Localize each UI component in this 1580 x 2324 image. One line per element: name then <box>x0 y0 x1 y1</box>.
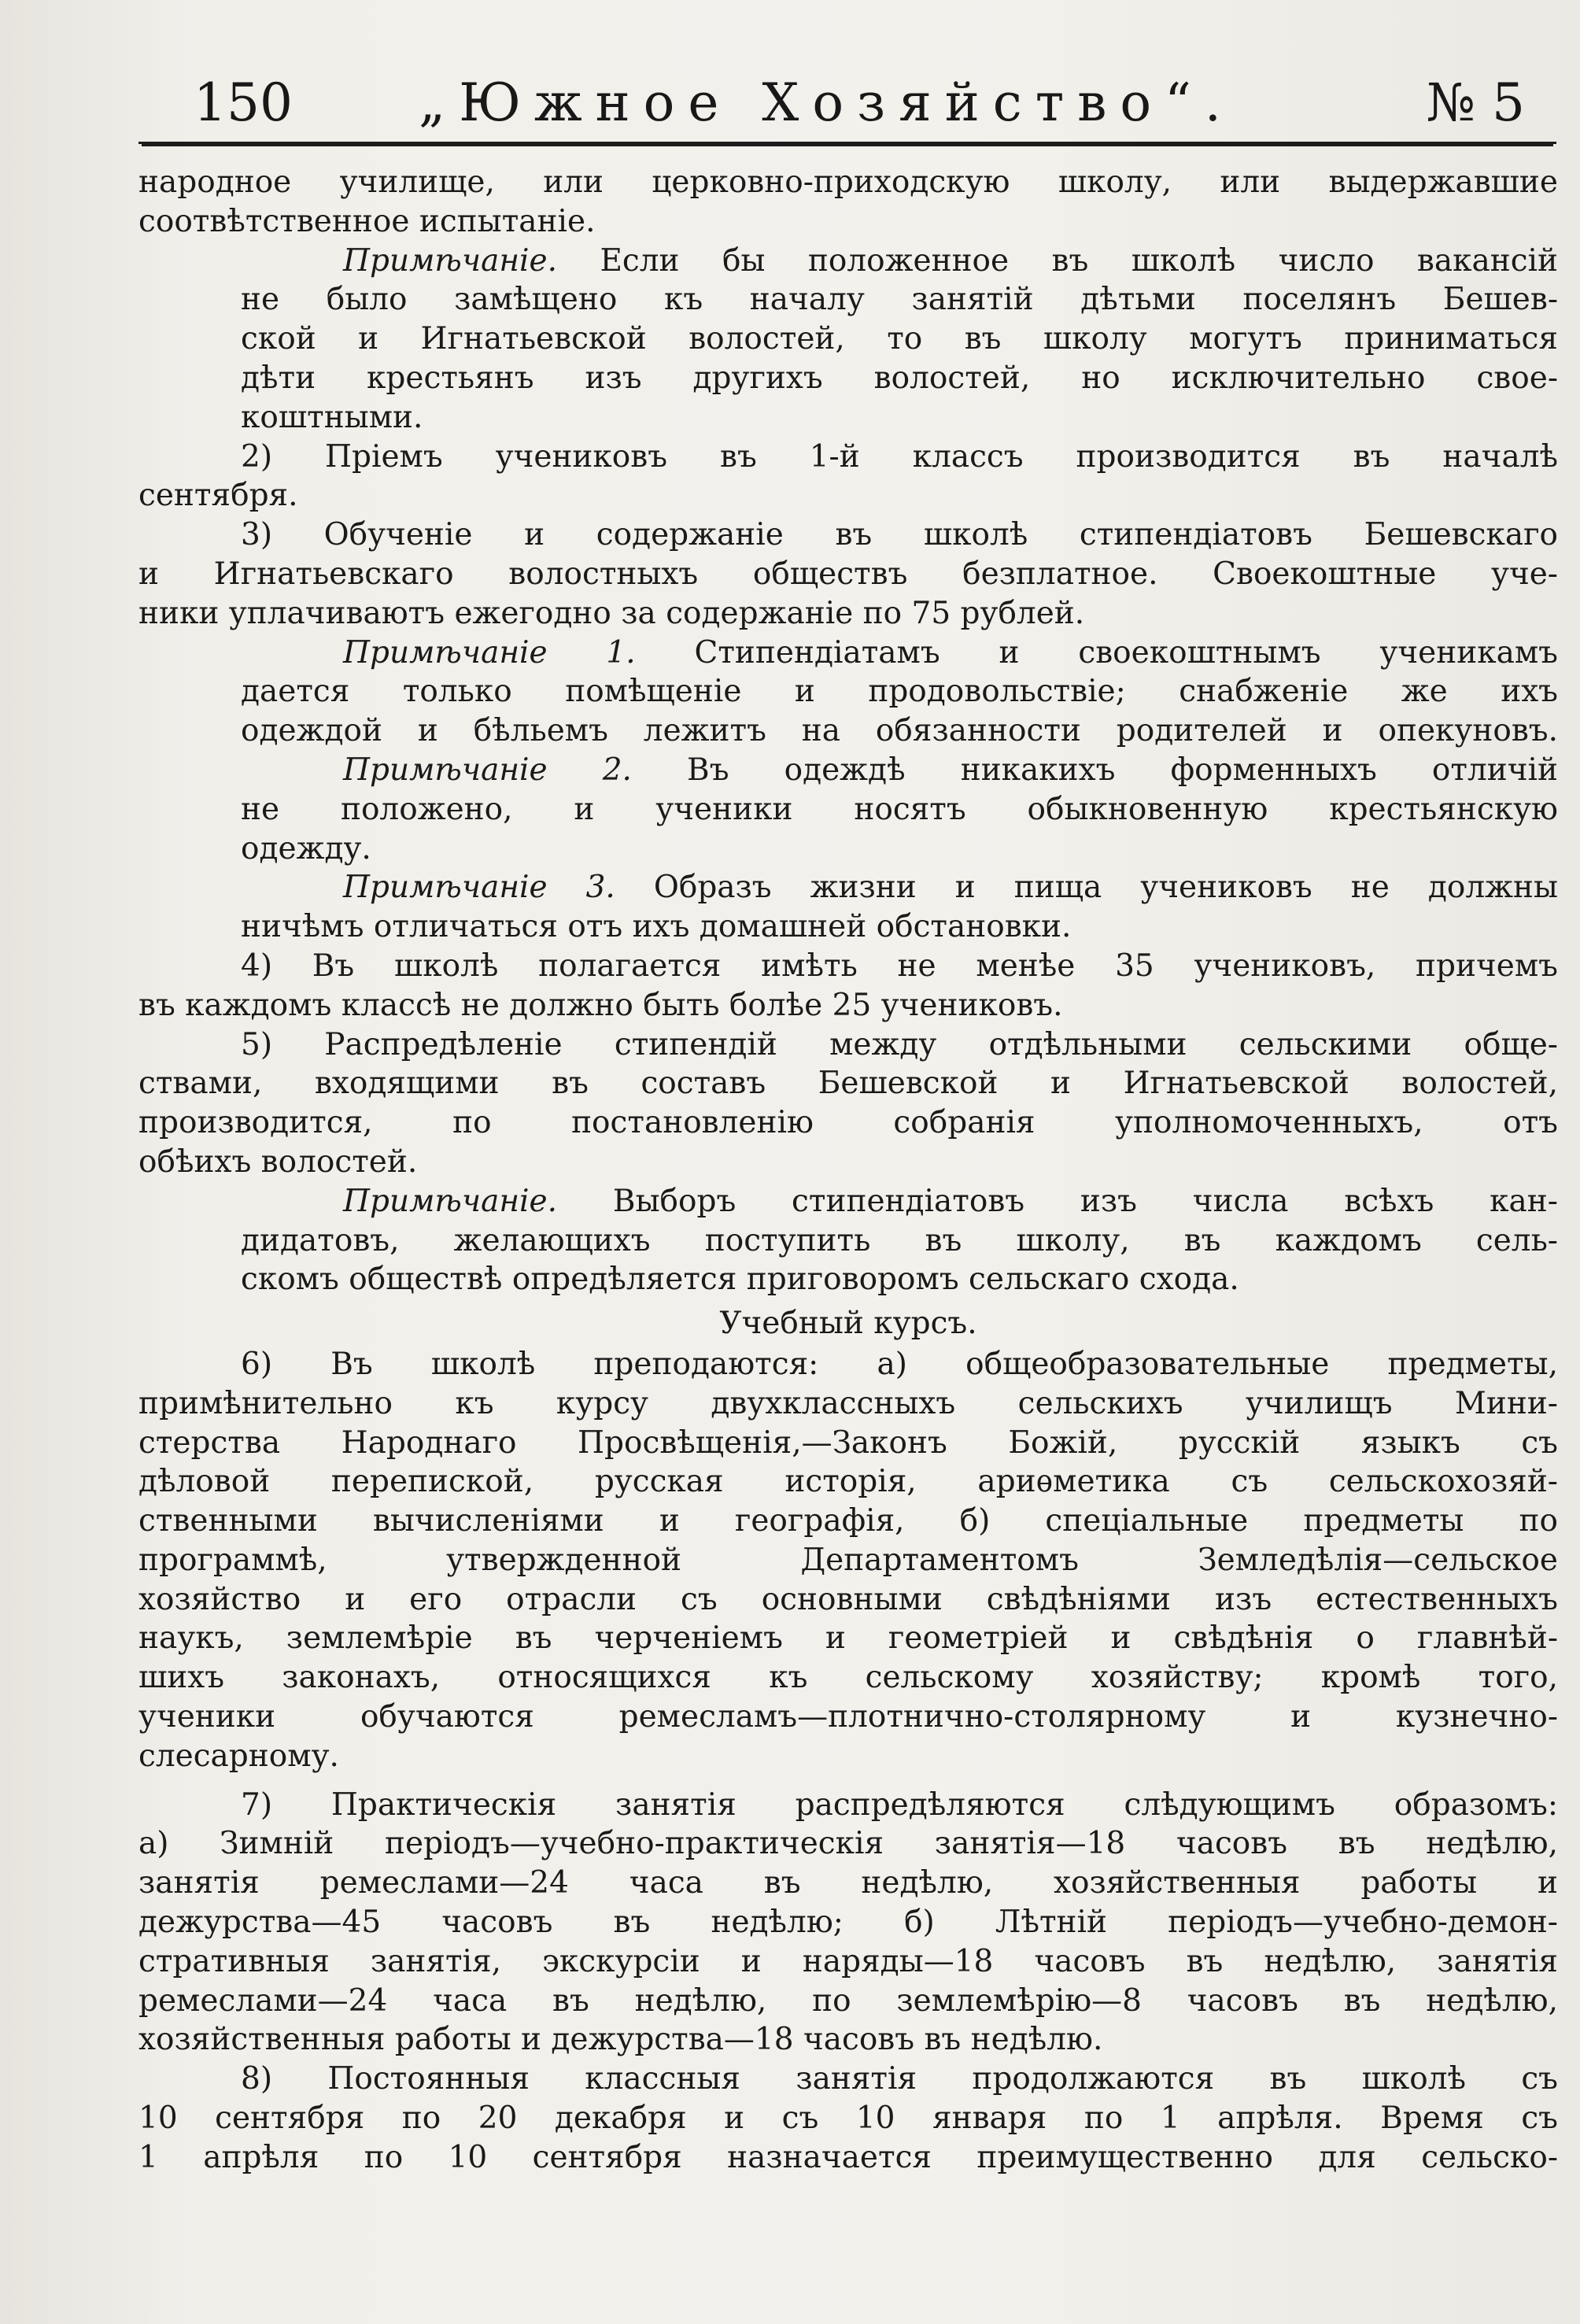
issue-number: № 5 <box>1426 72 1525 133</box>
note-line: дается только помѣщенiе и продовольствiе; снабженiе же ихъ <box>241 674 1558 710</box>
paragraph-8-line: 10 сентября по 20 декабря и съ 10 января по 1 апрѣля. Время съ <box>138 2100 1558 2137</box>
paragraph-2-line: сентября. <box>138 478 298 514</box>
paragraph-4-line: въ каждомъ классѣ не должно быть болѣе 25 учениковъ. <box>138 987 1063 1023</box>
running-header <box>138 55 1556 144</box>
paragraph-3-line: 3) Обученiе и содержанiе въ школѣ стипендiатовъ Бешевскаго <box>241 517 1558 553</box>
note-line: ской и Игнатьевской волостей, то въ школу могутъ приниматься <box>241 321 1558 357</box>
paragraph-7-line: 7) Практическiя занятiя распредѣляются слѣдующимъ образомъ: <box>241 1786 1558 1823</box>
note-line: не положено, и ученики носятъ обыкновенную крестьянскую <box>241 791 1558 827</box>
paragraph-7-line: дежурства—45 часовъ въ недѣлю; б) Лѣтнiй перiодъ—учебно-демон- <box>138 1905 1558 1941</box>
paragraph-7-line: занятiя ремеслами—24 часа въ недѣлю, хозяйственныя работы и <box>138 1865 1558 1901</box>
paragraph-6-line: стерства Народнаго Просвѣщенiя,—Законъ Божiй, русскiй языкъ съ <box>138 1424 1558 1461</box>
paragraph-3-line: ники уплачиваютъ ежегодно за содержанiе по 75 рублей. <box>138 595 1085 631</box>
paragraph-7-line: стративныя занятiя, экскурсiи и наряды—18 часовъ въ недѣлю, занятiя <box>138 1943 1558 1979</box>
paragraph-6-line: дѣловой перепиской, русская исторiя, ариѳметика съ сельскохозяй- <box>138 1464 1558 1500</box>
paragraph-6-line: слесарному. <box>138 1738 339 1774</box>
paragraph-8-line: 1 апрѣля по 10 сентября назначается преимущественно для сельско- <box>138 2139 1558 2175</box>
paragraph-5-line: обѣихъ волостей. <box>138 1144 418 1180</box>
paragraph-5-line: производится, по постановленiю собранiя уполномоченныхъ, отъ <box>138 1105 1558 1141</box>
journal-title: „Южное Хозяйство“. <box>419 72 1235 133</box>
paragraph-5-line: 5) Распредѣленiе стипендiй между отдѣльными сельскими обще- <box>241 1026 1558 1062</box>
note-line: Примѣчанiе 2. Въ одеждѣ никакихъ форменныхъ отличiй <box>343 752 1558 788</box>
note-label: Примѣчанiе. <box>343 242 557 279</box>
paragraph-6-line: наукъ, землемѣрiе въ черченiемъ и геометрiей и свѣдѣнiя о главнѣй- <box>138 1620 1558 1657</box>
note-label: Примѣчанiе 1. <box>343 634 636 671</box>
paragraph-5-line: ствами, входящими въ составъ Бешевской и Игнатьевской волостей, <box>138 1066 1558 1102</box>
note-line: Примѣчанiе 1. Стипендiатамъ и своекоштнымъ ученикамъ <box>343 634 1558 671</box>
note-line: одежду. <box>241 830 371 866</box>
note-line: дѣти крестьянъ изъ другихъ волостей, но исключительно свое- <box>241 360 1558 396</box>
section-heading: Учебный курсъ. <box>719 1306 977 1342</box>
note-line: не было замѣщено къ началу занятiй дѣтьми поселянъ Бешев- <box>241 282 1558 318</box>
paragraph-6-line: примѣнительно къ курсу двухклассныхъ сельскихъ училищъ Мини- <box>138 1385 1558 1421</box>
paragraph-6-line: ученики обучаются ремесламъ—плотнично-столярному и кузнечно- <box>138 1699 1558 1735</box>
note-line: Примѣчанiе. Выборъ стипендiатовъ изъ числа всѣхъ кан- <box>343 1183 1558 1219</box>
note-line: дидатовъ, желающихъ поступить въ школу, въ каждомъ сель- <box>241 1222 1558 1258</box>
note-label: Примѣчанiе 2. <box>343 752 632 788</box>
paragraph-8-line: 8) Постоянныя классныя занятiя продолжаются въ школѣ съ <box>241 2061 1558 2097</box>
paragraph-7-line: а) Зимнiй перiодъ—учебно-практическiя занятiя—18 часовъ въ недѣлю, <box>138 1826 1558 1862</box>
paragraph-6-line: хозяйство и его отрасли съ основными свѣдѣнiями изъ естественныхъ <box>138 1581 1558 1617</box>
paragraph-6-line: 6) Въ школѣ преподаются: а) общеобразовательные предметы, <box>241 1346 1558 1382</box>
note-line: ничѣмъ отличаться отъ ихъ домашней обстановки. <box>241 909 1072 945</box>
note-line: Примѣчанiе. Если бы положенное въ школѣ число вакансiй <box>343 242 1559 279</box>
text-line: народное училище, или церковно-приходскую школу, или выдержавшие <box>138 164 1558 200</box>
page-body <box>138 163 1558 2178</box>
paragraph-6-line: программѣ, утвержденной Департаментомъ Земледѣлiя—сельское <box>138 1542 1558 1578</box>
paragraph-7-line: ремеслами—24 часа въ недѣлю, по землемѣрiю—8 часовъ въ недѣлю, <box>138 1982 1558 2019</box>
note-line: Примѣчанiе 3. Образъ жизни и пища учениковъ не должны <box>343 870 1559 906</box>
paragraph-2-line: 2) Прiемъ учениковъ въ 1-й классъ производится въ началѣ <box>241 438 1558 475</box>
note-line: скомъ обществѣ опредѣляется приговоромъ сельскаго схода. <box>241 1262 1239 1298</box>
note-label: Примѣчанiе 3. <box>343 870 615 906</box>
note-label: Примѣчанiе. <box>343 1183 557 1219</box>
paragraph-4-line: 4) Въ школѣ полагается имѣть не менѣе 35 учениковъ, причемъ <box>241 948 1558 984</box>
paragraph-6-line: ственными вычисленiями и географiя, б) спецiальные предметы по <box>138 1503 1558 1539</box>
paragraph-6-line: шихъ законахъ, относящихся къ сельскому хозяйству; кромѣ того, <box>138 1660 1558 1696</box>
note-line: одеждой и бѣльемъ лежитъ на обязанности родителей и опекуновъ. <box>241 713 1558 749</box>
page-number: 150 <box>194 72 293 133</box>
text-line: соотвѣтственное испытанiе. <box>138 203 596 239</box>
paragraph-3-line: и Игнатьевскаго волостныхъ обществъ безплатное. Своекоштные уче- <box>138 556 1558 592</box>
paragraph-7-line: хозяйственныя работы и дежурства—18 часовъ въ недѣлю. <box>138 2022 1103 2058</box>
note-line: коштными. <box>241 399 423 435</box>
